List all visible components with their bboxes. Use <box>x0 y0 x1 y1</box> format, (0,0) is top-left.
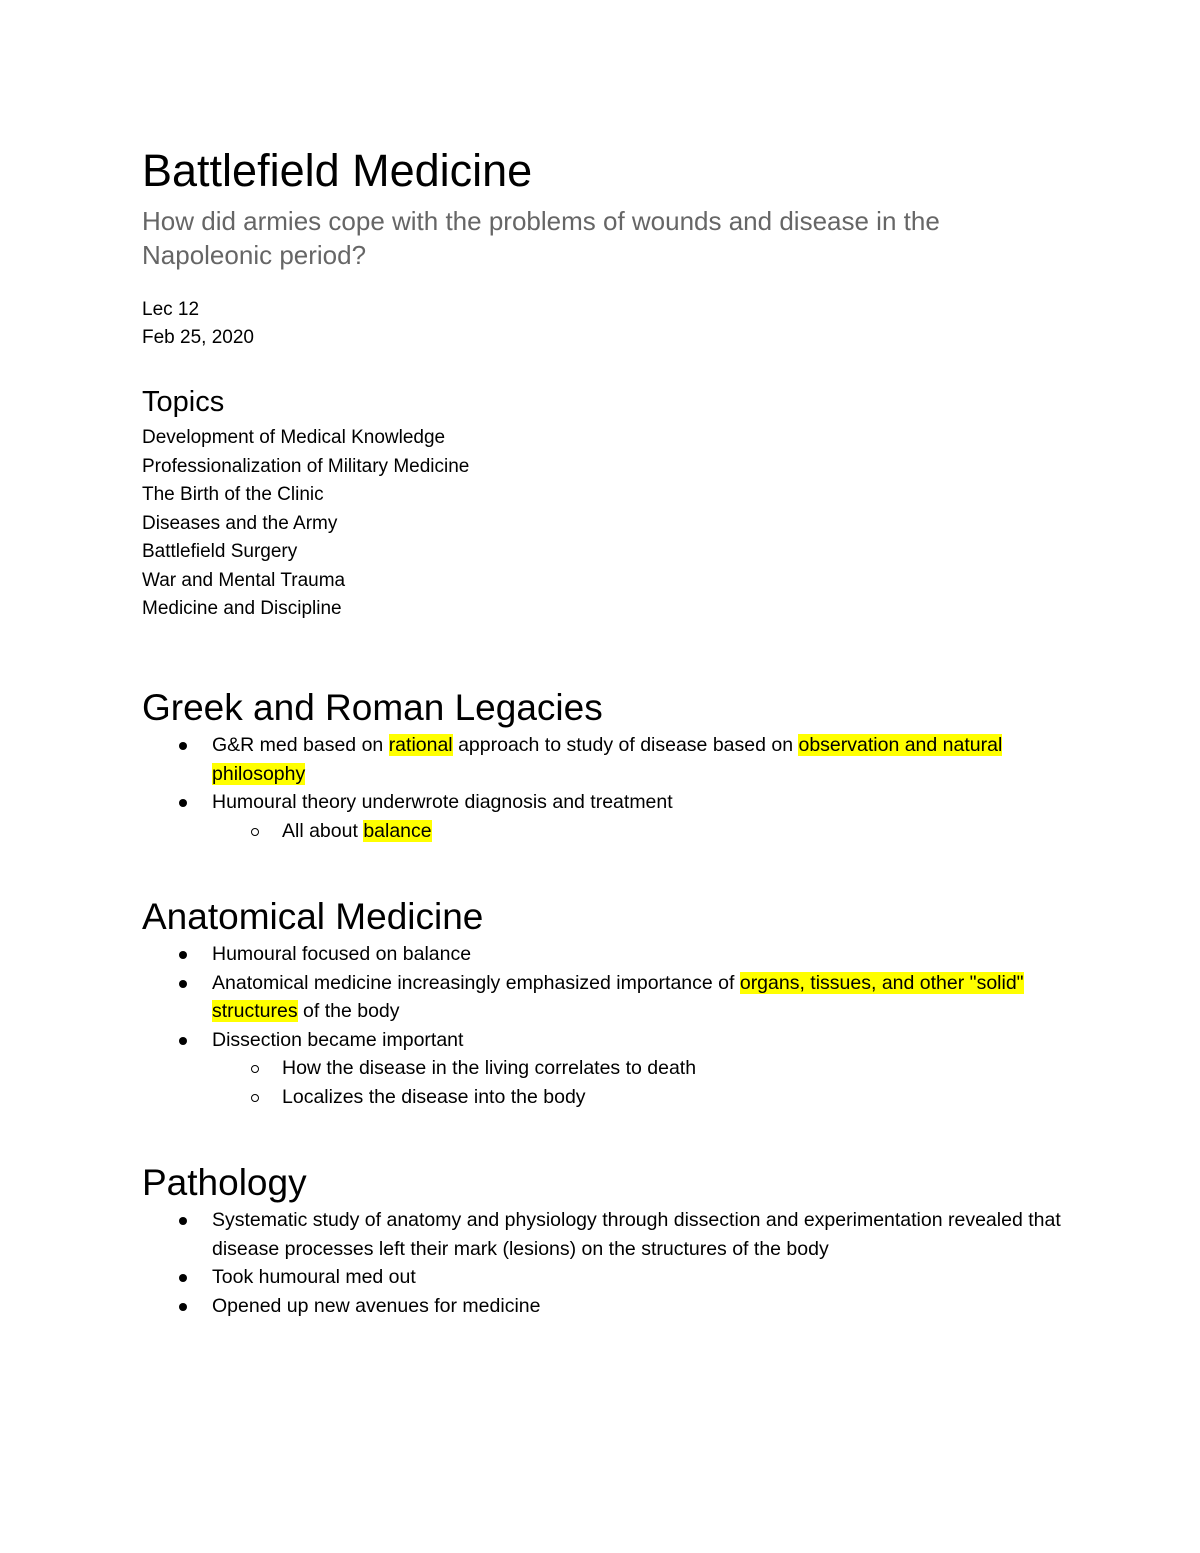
topic-item: War and Mental Trauma <box>142 569 346 591</box>
sub-bullet-item <box>212 1054 1062 1083</box>
topic-item: Battlefield Surgery <box>142 541 298 562</box>
sub-bullet-list <box>212 817 1062 846</box>
document-title: Battlefield Medicine <box>142 145 533 196</box>
bullet-item <box>142 731 1062 788</box>
bullet-dot-icon <box>179 1274 187 1282</box>
document-content <box>142 140 1062 1317</box>
lecture-number: Lec 12 <box>142 299 200 320</box>
bullet-item <box>142 1026 1062 1112</box>
bullet-text: Humoural theory underwrote diagnosis and treatment <box>212 791 673 813</box>
bullet-item <box>142 940 1062 969</box>
bullet-text: Systematic study of anatomy and physiology through dissection and experimentation revealed that disease processes left their mark (lesions) on the structures of the body <box>212 1209 1061 1260</box>
bullet-item <box>142 1292 1062 1321</box>
topics-list <box>142 424 1062 624</box>
topic-item: Medicine and Discipline <box>142 598 342 619</box>
section-greek-roman <box>142 685 1062 845</box>
bullet-dot-icon <box>179 1217 187 1225</box>
bullet-ring-icon <box>251 1065 259 1073</box>
bullet-item <box>142 1206 1062 1263</box>
bullet-text: of the body <box>297 1000 400 1022</box>
bullet-text: Anatomical medicine increasingly emphasized importance of <box>212 971 740 994</box>
section-heading: Anatomical Medicine <box>142 896 484 937</box>
sub-bullet-item <box>212 817 1062 846</box>
bullet-text: approach to study of disease based on <box>452 734 799 756</box>
bullet-list <box>142 940 1062 1111</box>
bullet-text: Dissection became important <box>212 1028 464 1051</box>
highlighted-text: balance <box>363 819 432 842</box>
bullet-dot-icon <box>179 799 187 807</box>
topic-item: Development of Medical Knowledge <box>142 427 446 448</box>
bullet-text: Opened up new avenues for medicine <box>212 1294 541 1317</box>
topic-item: The Birth of the Clinic <box>142 484 324 505</box>
bullet-dot-icon <box>179 1303 187 1311</box>
bullet-text: All about <box>282 819 364 842</box>
sub-bullet-item <box>212 1083 1062 1112</box>
bullet-text: G&R med based on <box>212 734 389 756</box>
lecture-meta <box>142 296 1062 352</box>
section-heading: Greek and Roman Legacies <box>142 687 603 728</box>
topic-item: Professionalization of Military Medicine <box>142 455 470 477</box>
highlighted-text: rational <box>388 734 453 756</box>
bullet-item <box>142 788 1062 845</box>
bullet-text: Took humoural med out <box>212 1266 416 1288</box>
bullet-dot-icon <box>179 980 187 988</box>
bullet-list <box>142 1206 1062 1320</box>
topic-item: Diseases and the Army <box>142 512 338 534</box>
bullet-dot-icon <box>179 742 187 750</box>
bullet-text: How the disease in the living correlates to death <box>282 1057 697 1079</box>
bullet-text: Localizes the disease into the body <box>282 1085 586 1108</box>
bullet-text: Humoural focused on balance <box>212 943 472 965</box>
topics-heading: Topics <box>142 386 225 418</box>
sub-bullet-list <box>212 1054 1062 1111</box>
highlighted-text: organs, tissues, and other "solid" structures <box>212 971 1024 1022</box>
bullet-item <box>142 969 1062 1026</box>
lecture-date: Feb 25, 2020 <box>142 327 254 348</box>
highlighted-text: observation and natural philosophy <box>212 734 1003 785</box>
bullet-ring-icon <box>251 1094 259 1102</box>
bullet-dot-icon <box>179 1037 187 1045</box>
bullet-list <box>142 731 1062 845</box>
bullet-item <box>142 1263 1062 1292</box>
bullet-ring-icon <box>251 828 259 836</box>
document-subtitle: How did armies cope with the problems of wounds and disease in the Napoleonic period? <box>142 206 940 270</box>
section-heading: Pathology <box>142 1162 307 1203</box>
bullet-dot-icon <box>179 951 187 959</box>
section-pathology <box>142 1160 1062 1320</box>
section-anatomical-medicine <box>142 894 1062 1111</box>
